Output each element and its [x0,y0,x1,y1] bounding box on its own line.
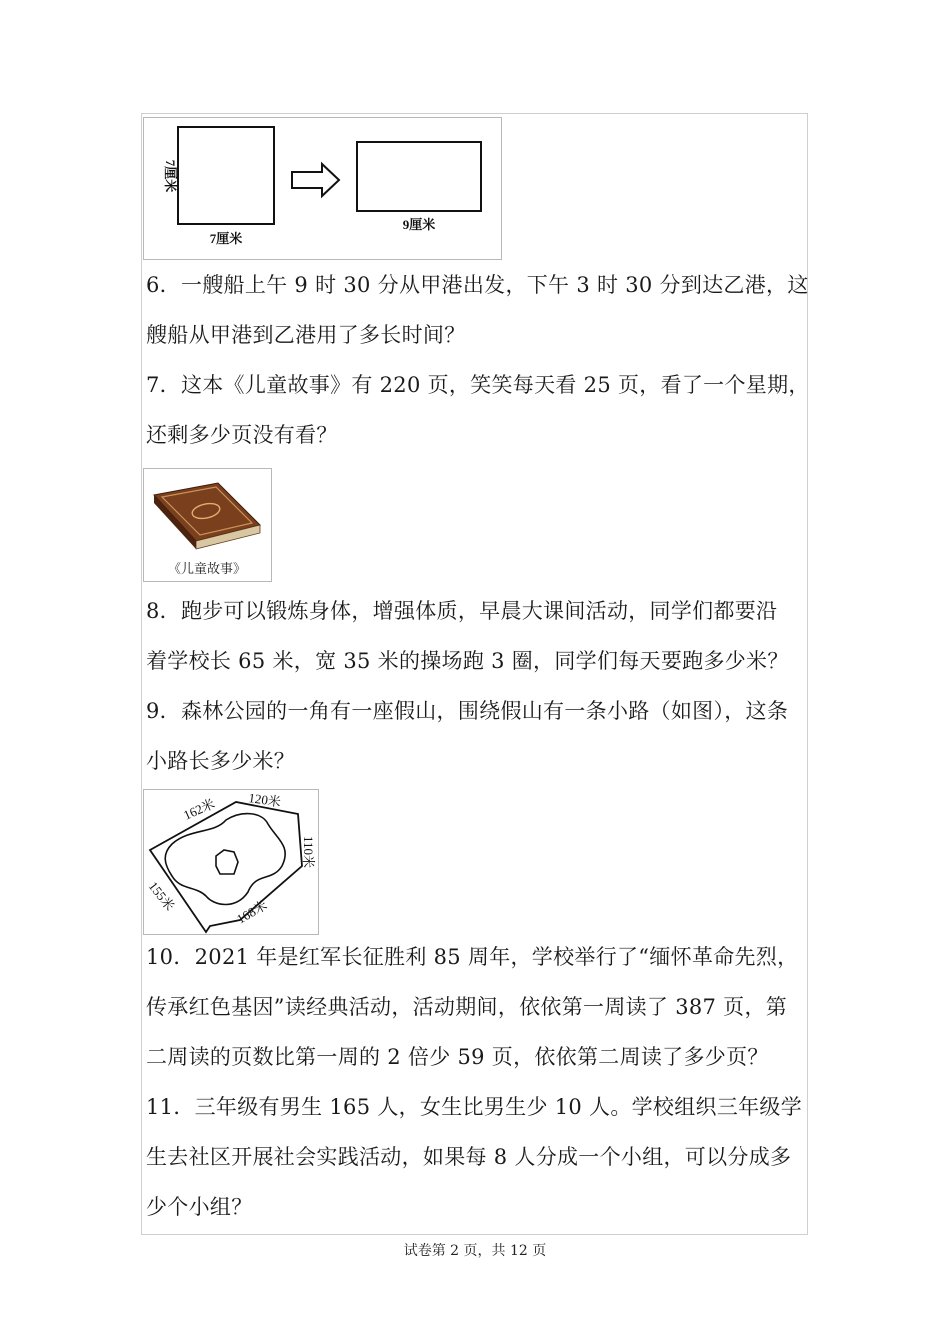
label-155: 155米 [145,878,178,914]
label-168: 168米 [234,897,270,927]
right-bottom-label: 9厘米 [402,217,436,232]
square-rectangle-figure [143,117,502,260]
rectangle-shape [357,142,481,211]
book-figure [143,468,272,582]
question-7-line-2: 还剩多少页没有看？ [146,423,338,447]
question-10-line-1: 10．2021 年是红军长征胜利 85 周年，学校举行了“缅怀革命先烈， [146,945,799,969]
left-side-label: 7厘米 [163,159,178,193]
question-6-line-2: 艘船从甲港到乙港用了多长时间？ [146,323,466,347]
rockery-path-figure [143,789,319,935]
question-10-line-2: 传承红色基因”读经典活动，活动期间，依依第一周读了 387 页，第 [146,995,788,1019]
book-icon [144,469,271,581]
square-rectangle-diagram [144,118,501,259]
rockery-outline [165,814,285,905]
label-162: 162米 [181,795,217,823]
question-6-line-1: 6．一艘船上午 9 时 30 分从甲港出发，下午 3 时 30 分到达乙港，这 [146,273,809,297]
question-11-line-1: 11．三年级有男生 165 人，女生比男生少 10 人。学校组织三年级学 [146,1095,803,1119]
question-9-line-2: 小路长多少米？ [146,749,296,773]
question-9-line-1: 9．森林公园的一角有一座假山，围绕假山有一条小路（如图），这条 [146,699,789,723]
question-10-line-3: 二周读的页数比第一周的 2 倍少 59 页，依依第二周读了多少页？ [146,1045,769,1069]
left-bottom-label: 7厘米 [209,231,243,246]
label-110: 110米 [301,836,316,869]
question-7-line-1: 7．这本《儿童故事》有 220 页，笑笑每天看 25 页，看了一个星期， [146,373,810,397]
question-8-line-2: 着学校长 65 米，宽 35 米的操场跑 3 圈，同学们每天要跑多少米？ [146,649,789,673]
arrow-right-icon [292,164,339,196]
path-outline [150,802,302,932]
label-120: 120米 [247,790,282,810]
square-shape [178,127,274,224]
rockery-center [216,850,238,874]
rockery-path-diagram [144,790,318,934]
question-11-line-3: 少个小组？ [146,1195,253,1219]
question-8-line-1: 8．跑步可以锻炼身体，增强体质，早晨大课间活动，同学们都要沿 [146,599,778,623]
page-footer: 试卷第 2 页，共 12 页 [403,1243,547,1259]
question-11-line-2: 生去社区开展社会实践活动，如果每 8 人分成一个小组，可以分成多 [146,1145,792,1169]
book-caption: 《儿童故事》 [167,561,247,576]
